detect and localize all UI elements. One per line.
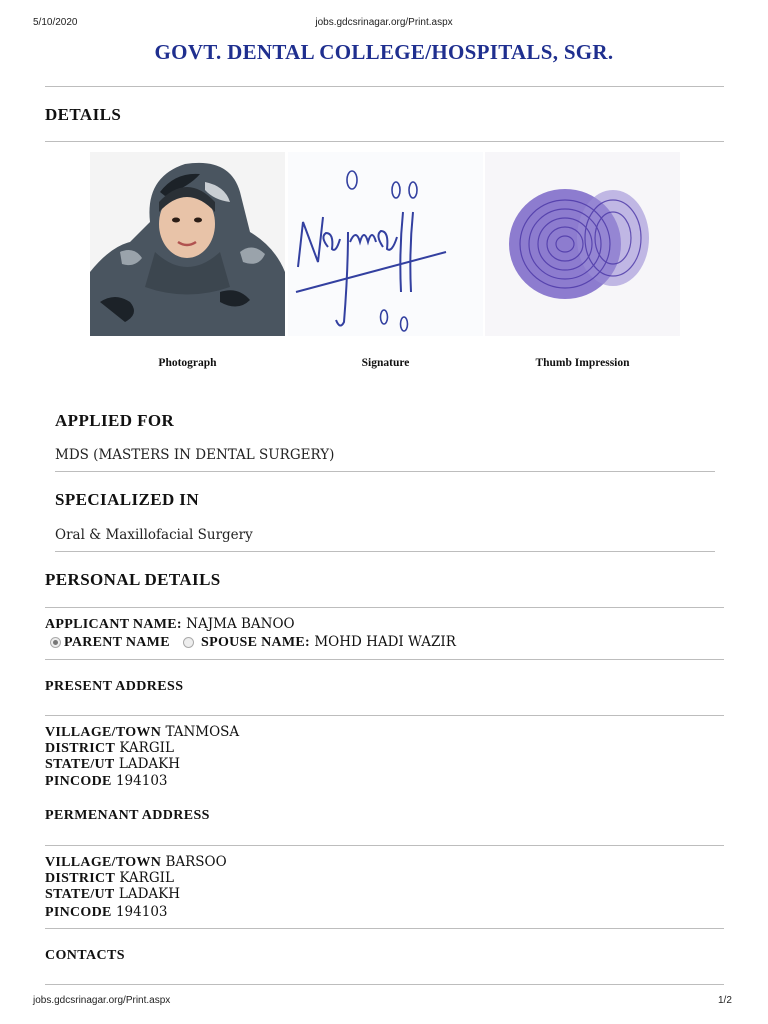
present-state-row [45, 756, 180, 773]
permanent-district-value: KARGIL [119, 870, 174, 886]
applied-for-heading: APPLIED FOR [55, 411, 175, 430]
thumb-caption: Thumb Impression [535, 357, 630, 369]
applicant-signature [288, 152, 483, 336]
parent-name-radio[interactable] [50, 637, 61, 648]
specialized-in-value: Oral & Maxillofacial Surgery [55, 527, 253, 543]
divider [45, 928, 724, 929]
divider [45, 86, 724, 87]
spouse-name-radio[interactable] [183, 637, 194, 648]
present-state-value: LADAKH [118, 756, 181, 772]
divider [45, 845, 724, 846]
present-address-heading: PRESENT ADDRESS [45, 679, 184, 694]
spouse-name-label: SPOUSE NAME: [201, 635, 311, 650]
present-pincode-value: 194103 [115, 773, 168, 789]
village-label: VILLAGE/TOWN [45, 725, 162, 740]
divider [45, 659, 724, 660]
permanent-village-row [45, 854, 227, 871]
print-url: jobs.gdcsrinagar.org/Print.aspx [315, 17, 453, 28]
divider [45, 607, 724, 608]
spouse-name-value: MOHD HADI WAZIR [314, 634, 456, 650]
present-village-row [45, 724, 239, 741]
village-label: VILLAGE/TOWN [45, 855, 162, 870]
permanent-pincode-row [45, 904, 168, 921]
pincode-label: PINCODE [45, 774, 112, 789]
permanent-pincode-value: 194103 [115, 904, 168, 920]
print-date: 5/10/2020 [33, 17, 78, 28]
present-district-row [45, 740, 174, 757]
applicant-name-value: NAJMA BANOO [186, 616, 295, 632]
personal-details-heading: PERSONAL DETAILS [45, 570, 221, 589]
divider [45, 984, 724, 985]
photograph-caption: Photograph [158, 357, 217, 369]
permanent-district-row [45, 870, 174, 887]
state-label: STATE/UT [45, 887, 115, 902]
parent-name-label: PARENT NAME [64, 635, 170, 650]
district-label: DISTRICT [45, 741, 116, 756]
pincode-label: PINCODE [45, 905, 112, 920]
applicant-name-label: APPLICANT NAME: [45, 617, 182, 632]
present-district-value: KARGIL [119, 740, 174, 756]
divider [55, 471, 715, 472]
applicant-photograph [90, 152, 285, 336]
thumb-impression [485, 152, 680, 336]
divider [45, 141, 724, 142]
applicant-name-row [45, 616, 295, 633]
print-page-number: 1/2 [718, 995, 732, 1006]
print-footer-url: jobs.gdcsrinagar.org/Print.aspx [33, 995, 171, 1006]
permanent-village-value: BARSOO [165, 854, 227, 870]
district-label: DISTRICT [45, 871, 116, 886]
permanent-state-value: LADAKH [118, 886, 181, 902]
divider [45, 715, 724, 716]
details-heading: DETAILS [45, 105, 122, 124]
permanent-address-heading: PERMENANT ADDRESS [45, 808, 210, 823]
divider [55, 551, 715, 552]
present-pincode-row [45, 773, 168, 790]
state-label: STATE/UT [45, 757, 115, 772]
parent-spouse-row [50, 634, 456, 651]
applied-for-value: MDS (MASTERS IN DENTAL SURGERY) [55, 447, 335, 463]
permanent-state-row [45, 886, 180, 903]
page-title: GOVT. DENTAL COLLEGE/HOSPITALS, SGR. [154, 40, 614, 64]
contacts-heading: CONTACTS [45, 948, 125, 963]
present-village-value: TANMOSA [165, 724, 240, 740]
signature-caption: Signature [361, 357, 410, 369]
specialized-in-heading: SPECIALIZED IN [55, 490, 199, 509]
